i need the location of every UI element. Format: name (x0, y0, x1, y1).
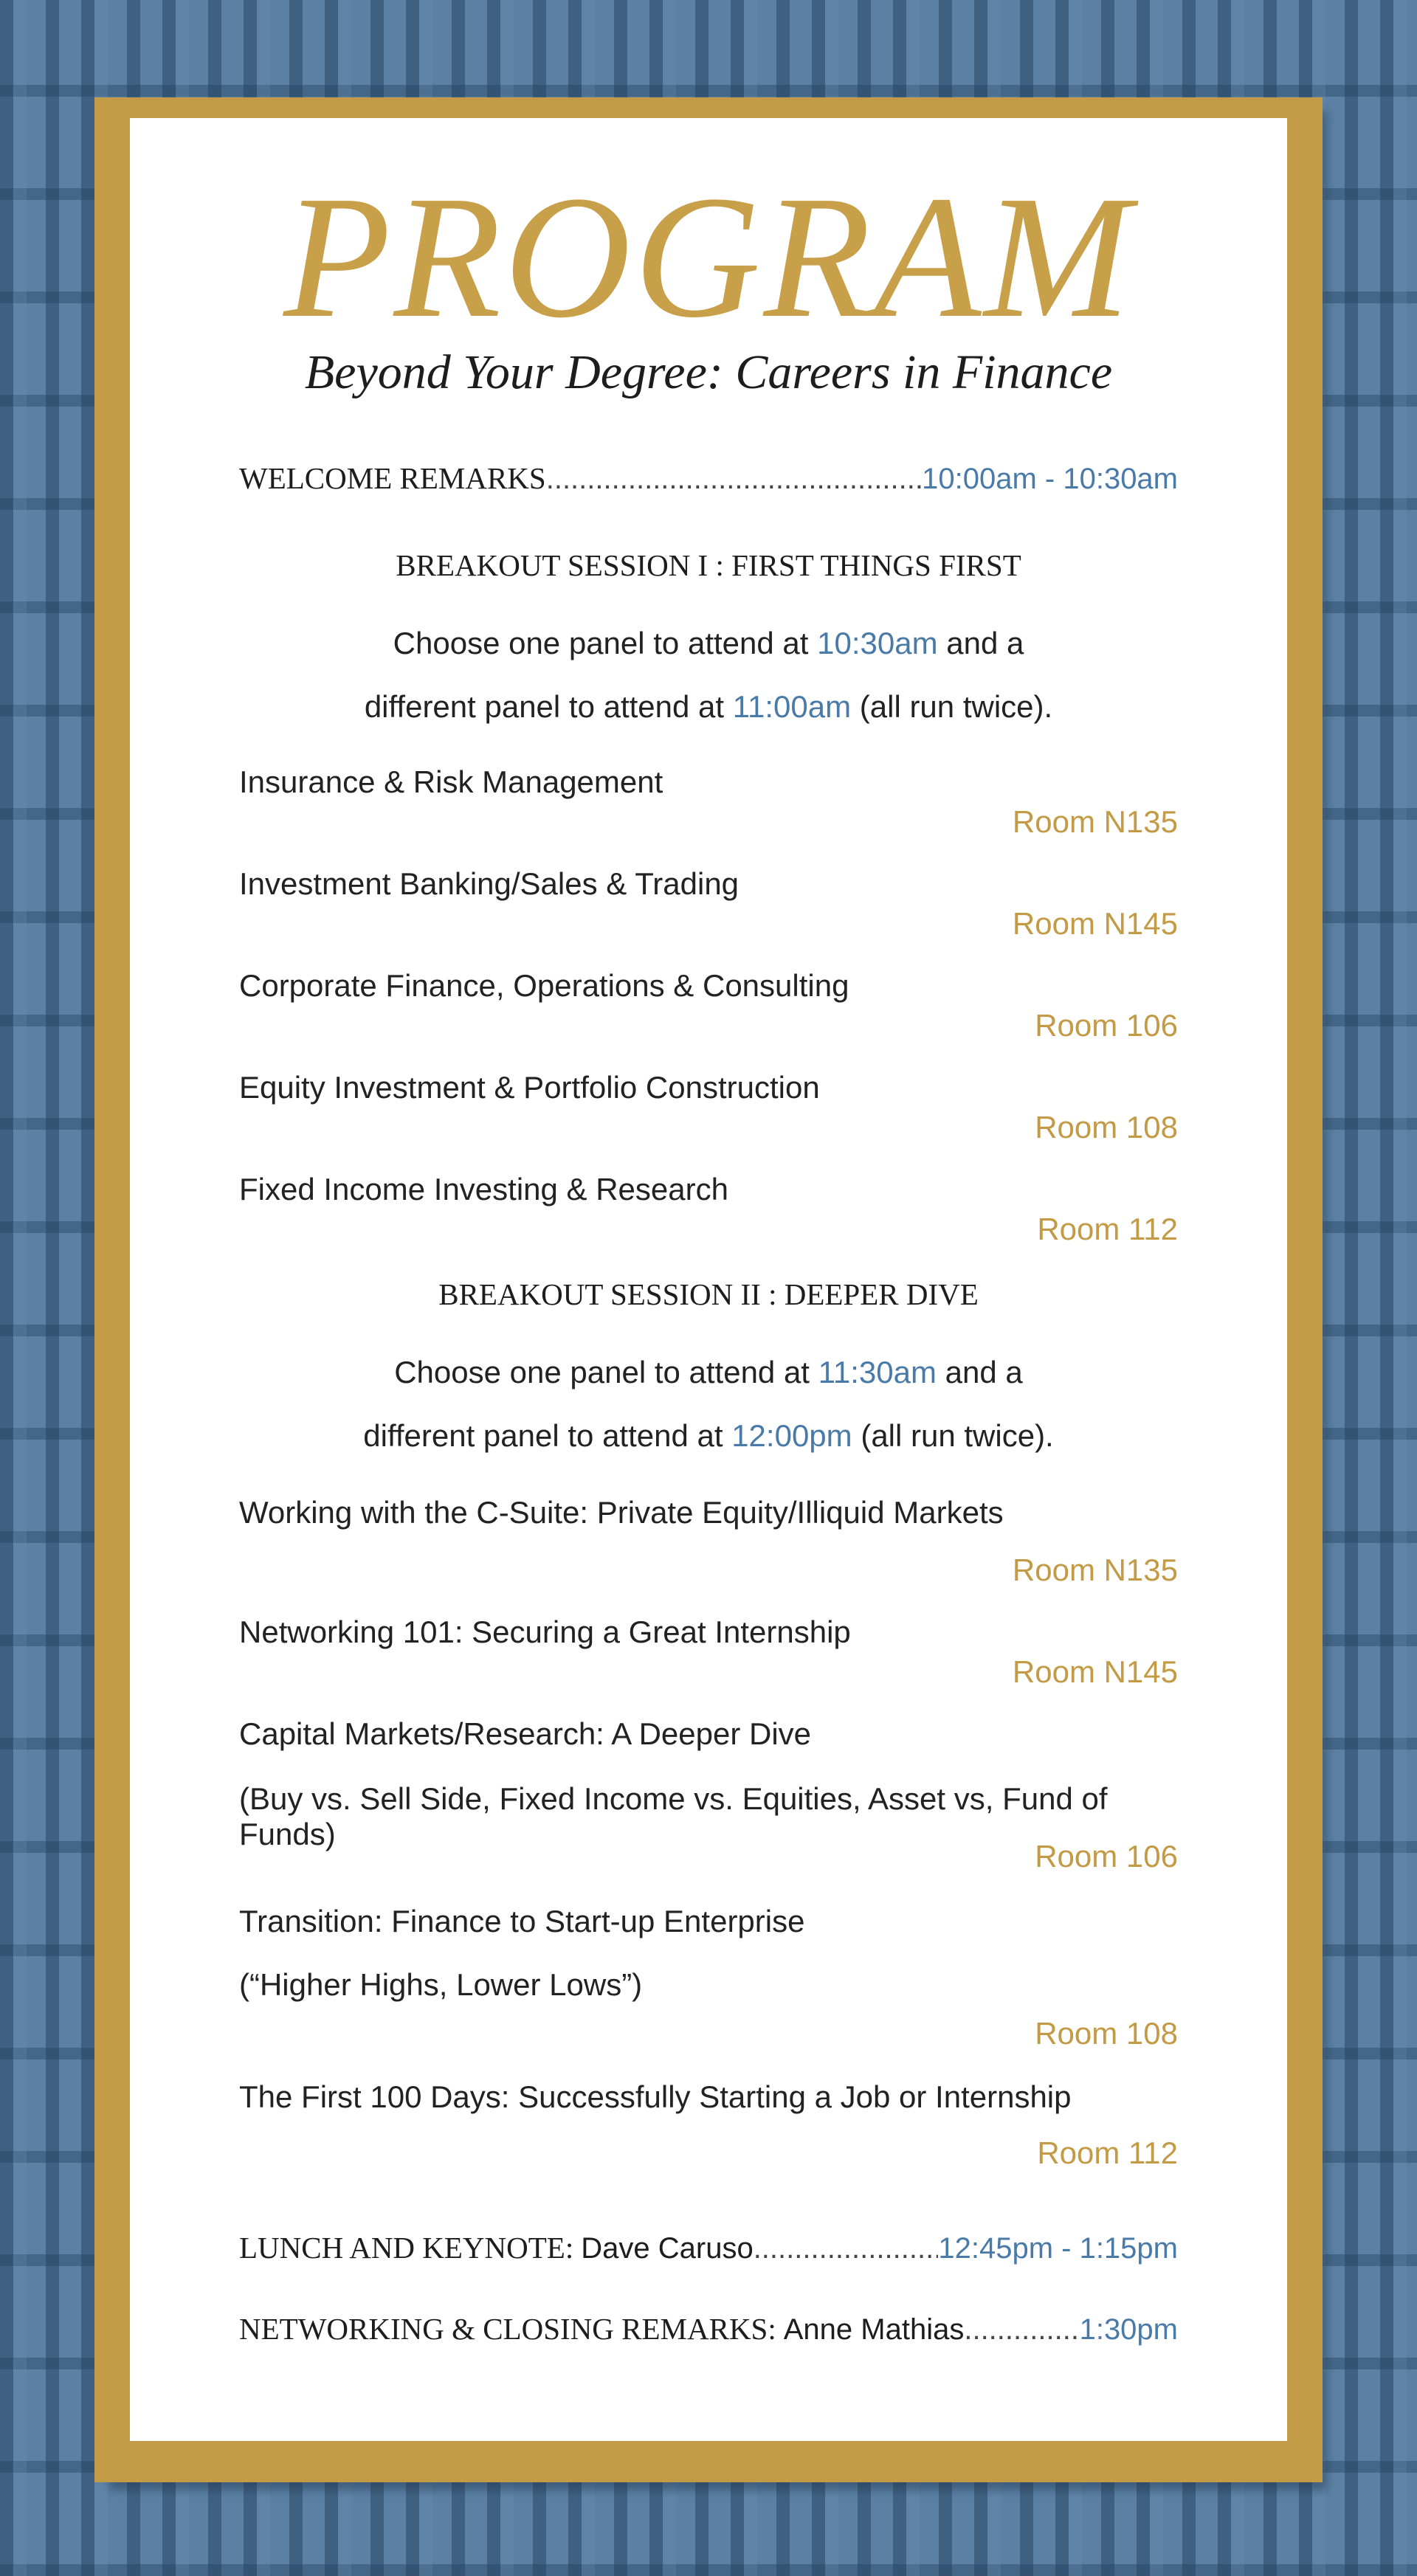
session1-panel-title: Corporate Finance, Operations & Consulting (239, 968, 849, 1003)
session1-instructions-line2 (239, 689, 1178, 725)
session2-panel-room: Room N145 (1012, 1654, 1178, 1689)
session1-panel-room: Room 106 (1035, 1008, 1178, 1043)
session1-line1-time: 10:30am (817, 626, 938, 660)
session2-line2-time: 12:00pm (731, 1418, 852, 1453)
session1-panel-title: Fixed Income Investing & Research (239, 1172, 728, 1206)
welcome-remarks-row (239, 463, 1178, 494)
session2-line2-pre: different panel to attend at (363, 1418, 723, 1453)
session2-panel-room: Room 106 (1035, 1839, 1178, 1874)
session2-panel-room: Room N135 (1012, 1553, 1178, 1587)
session2-line2-post: (all run twice). (861, 1418, 1054, 1453)
session1-panel-room: Room N135 (1012, 804, 1178, 839)
program-content (239, 118, 1178, 2441)
session1-line2-post: (all run twice). (859, 689, 1053, 724)
session1-line2-pre: different panel to attend at (364, 689, 725, 724)
program-subtitle: Beyond Your Degree: Careers in Finance (304, 345, 1113, 399)
session2-instructions-line1 (239, 1355, 1178, 1390)
session1-panel-title: Insurance & Risk Management (239, 764, 663, 799)
session2-heading: BREAKOUT SESSION II : DEEPER DIVE (438, 1277, 979, 1311)
session2-panel-room: Room 108 (1035, 2016, 1178, 2051)
session1-heading: BREAKOUT SESSION I : FIRST THINGS FIRST (396, 548, 1021, 582)
lunch-keynote-row (239, 2233, 1178, 2263)
lunch-label: LUNCH AND KEYNOTE: (239, 2231, 574, 2265)
leader-dots (546, 464, 922, 494)
session2-line1-time: 11:30am (818, 1355, 937, 1389)
session2-panel-title: The First 100 Days: Successfully Starting a Job or Internship (239, 2079, 1072, 2114)
session2-panel-title: Transition: Finance to Start-up Enterprise (239, 1904, 805, 1938)
session1-line1-post: and a (946, 626, 1024, 660)
session2-panel-title: Networking 101: Securing a Great Internship (239, 1615, 851, 1649)
welcome-label: WELCOME REMARKS (239, 461, 546, 495)
session1-line2-time: 11:00am (732, 689, 852, 724)
closing-remarks-row (239, 2314, 1178, 2344)
session2-panel-subtitle: (“Higher Highs, Lower Lows”) (239, 1967, 643, 2002)
session2-line1-post: and a (945, 1355, 1023, 1389)
session2-panel-room: Room 112 (1037, 2135, 1178, 2170)
session2-instructions-line2 (239, 1418, 1178, 1454)
session1-panel-title: Investment Banking/Sales & Trading (239, 866, 739, 901)
session2-panel-subtitle: (Buy vs. Sell Side, Fixed Income vs. Equities, Asset vs, Fund of Funds) (239, 1781, 1108, 1851)
leader-dots (754, 2234, 939, 2263)
session2-panel-title: Capital Markets/Research: A Deeper Dive (239, 1716, 812, 1751)
lunch-speaker: Dave Caruso (581, 2232, 754, 2265)
session1-line1-pre: Choose one panel to attend at (393, 626, 809, 660)
session2-line1-pre: Choose one panel to attend at (394, 1355, 810, 1389)
closing-time: 1:30pm (1079, 2313, 1178, 2346)
welcome-time: 10:00am - 10:30am (922, 463, 1178, 495)
closing-label: NETWORKING & CLOSING REMARKS: (239, 2312, 776, 2346)
closing-speaker: Anne Mathias (783, 2313, 965, 2346)
session1-panel-room: Room 112 (1037, 1212, 1178, 1246)
session2-panel-title: Working with the C-Suite: Private Equity/Illiquid Markets (239, 1495, 1004, 1530)
lunch-time: 12:45pm - 1:15pm (938, 2232, 1178, 2265)
leader-dots (964, 2315, 1079, 2344)
session1-panel-room: Room N145 (1012, 906, 1178, 941)
session1-instructions-line1 (239, 626, 1178, 661)
session1-panel-room: Room 108 (1035, 1110, 1178, 1144)
session1-panel-title: Equity Investment & Portfolio Construction (239, 1070, 820, 1105)
program-card (130, 118, 1287, 2441)
program-title: PROGRAM (283, 160, 1134, 354)
